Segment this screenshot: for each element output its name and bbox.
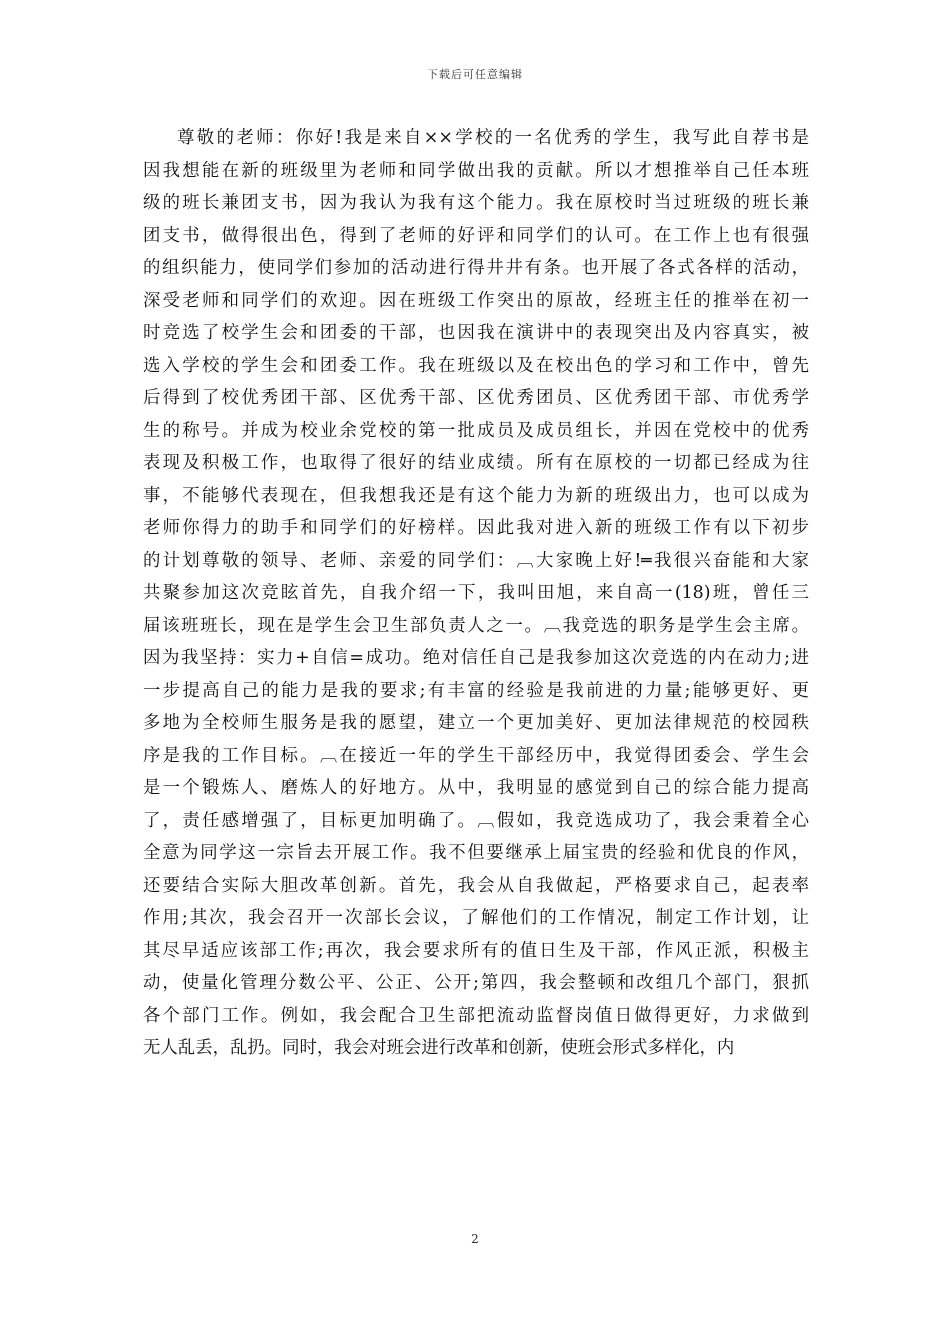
text-line: 的组织能力，使同学们参加的活动进行得井井有条。也开展了各式各样的活动， [143, 258, 809, 278]
text-line: 动，使量化管理分数公平、公正、公开;第四，我会整顿和改组几个部门，狠抓 [143, 973, 809, 993]
page-number: 2 [471, 1232, 479, 1246]
text-line: 级的班长兼团支书，因为我认为我有这个能力。我在原校时当过班级的班长兼 [143, 193, 809, 213]
text-line: 还要结合实际大胆改革创新。首先，我会从自我做起，严格要求自己，起表率 [143, 875, 809, 896]
text-line: 多地为全校师生服务是我的愿望，建立一个更加美好、更加法律规范的校园秩 [143, 713, 809, 733]
text-line: 生的称号。并成为校业余党校的第一批成员及成员组长，并因在党校中的优秀 [143, 420, 809, 441]
text-line: 届该班班长，现在是学生会卫生部负责人之一。︹我竞选的职务是学生会主席。 [143, 615, 809, 636]
text-line: 事，不能够代表现在，但我想我还是有这个能力为新的班级出力，也可以成为 [143, 485, 809, 506]
text-line: 无人乱丢，乱扔。同时，我会对班会进行改革和创新，使班会形式多样化，内 [143, 1038, 735, 1058]
text-line: 是一个锻炼人、磨炼人的好地方。从中，我明显的感觉到自己的综合能力提高 [143, 778, 809, 798]
text-line: 团支书，做得很出色，得到了老师的好评和同学们的认可。在工作上也有很强 [143, 225, 809, 246]
text-line: 深受老师和同学们的欢迎。因在班级工作突出的原故，经班主任的推举在初一 [143, 290, 809, 311]
text-line: 的计划尊敬的领导、老师、亲爱的同学们：︹大家晚上好!═我很兴奋能和大家 [143, 550, 809, 571]
text-line: 各个部门工作。例如，我会配合卫生部把流动监督岗值日做得更好，力求做到 [143, 1005, 809, 1026]
text-line: 序是我的工作目标。︹在接近一年的学生干部经历中，我觉得团委会、学生会 [143, 745, 809, 766]
text-line: 后得到了校优秀团干部、区优秀干部、区优秀团员、区优秀团干部、市优秀学 [143, 388, 809, 408]
text-line: 表现及积极工作，也取得了很好的结业成绩。所有在原校的一切都已经成为往 [143, 453, 809, 473]
text-line: 共聚参加这次竞眩首先，自我介绍一下，我叫田旭，来自高一(18)班，曾任三 [143, 583, 809, 603]
body-text [143, 122, 809, 1065]
text-line: 因为我坚持：实力+自信=成功。绝对信任自己是我参加这次竞选的内在动力;进 [143, 648, 809, 668]
text-line: 其尽早适应该部工作;再次，我会要求所有的值日生及干部，作风正派，积极主 [143, 940, 809, 961]
text-line: 老师你得力的助手和同学们的好榜样。因此我对进入新的班级工作有以下初步 [143, 518, 809, 538]
text-line: 作用;其次，我会召开一次部长会议，了解他们的工作情况，制定工作计划，让 [143, 908, 809, 928]
text-line: 选入学校的学生会和团委工作。我在班级以及在校出色的学习和工作中，曾先 [143, 355, 809, 376]
text-line: 时竞选了校学生会和团委的干部，也因我在演讲中的表现突出及内容真实，被 [143, 323, 809, 343]
page-header: 下载后可任意编辑 [427, 68, 523, 81]
text-line: 全意为同学这一宗旨去开展工作。我不但要继承上届宝贵的经验和优良的作风， [143, 843, 809, 863]
text-line: 因我想能在新的班级里为老师和同学做出我的贡献。所以才想推举自己任本班 [143, 160, 809, 181]
text-line: 了，责任感增强了，目标更加明确了。︹假如，我竞选成功了，我会秉着全心 [143, 810, 809, 831]
text-line: 尊敬的老师：你好!我是来自××学校的一名优秀的学生，我写此自荐书是 [177, 128, 809, 148]
text-line: 一步提高自己的能力是我的要求;有丰富的经验是我前进的力量;能够更好、更 [143, 680, 809, 701]
